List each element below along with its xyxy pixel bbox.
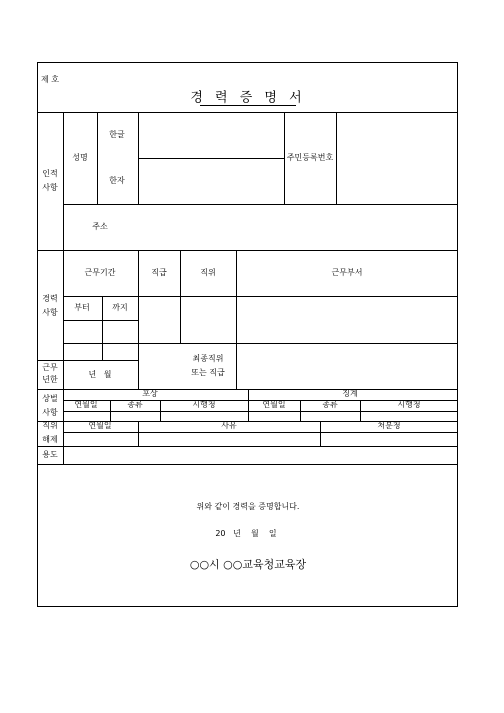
- reward-date-label: 연월일: [74, 400, 98, 409]
- personal-section-label: 인적 사항: [42, 169, 58, 192]
- hanja-name-label: 한자: [109, 176, 125, 185]
- final-position-label: 최종직위 또는 직급: [191, 354, 225, 377]
- purpose-label: 용도: [42, 450, 58, 459]
- resident-number-label: 주민등록번호: [286, 153, 334, 162]
- discipline-date-label: 연월일: [262, 400, 286, 409]
- to-label: 까지: [112, 303, 128, 312]
- reward-label: 포상: [142, 389, 158, 398]
- dismissal-section-label: 직위 해제: [42, 421, 58, 444]
- name-label: 성명: [72, 153, 88, 162]
- korean-name-label: 한글: [109, 130, 125, 139]
- department-label: 근무부서: [331, 268, 363, 277]
- form-border: [37, 62, 458, 607]
- position-label: 직위: [200, 268, 216, 277]
- discipline-type-label: 종류: [322, 400, 338, 409]
- years-months-unit: 년 월: [88, 370, 112, 379]
- reward-type-label: 종류: [127, 400, 143, 409]
- issue-date-line: 20 년 월 일: [215, 529, 277, 538]
- reward-agency-label: 시행청: [192, 400, 216, 409]
- rank-label: 직급: [151, 268, 167, 277]
- work-period-label: 근무기간: [84, 268, 116, 277]
- dismissal-date-label: 연월일: [88, 421, 112, 430]
- discipline-label: 징계: [342, 389, 358, 398]
- address-label: 주소: [92, 222, 108, 231]
- dismissal-office-label: 처분청: [377, 421, 401, 430]
- doc-number-label: 제 호: [41, 75, 59, 84]
- dismissal-reason-label: 사유: [221, 421, 237, 430]
- discipline-agency-label: 시행청: [397, 400, 421, 409]
- title-underline: [200, 105, 296, 106]
- career-section-label: 경력 사항: [42, 294, 58, 317]
- awards-section-label: 상벌 사항: [42, 394, 58, 417]
- from-label: 부터: [74, 303, 90, 312]
- certification-statement: 위와 같이 경력을 증명합니다.: [196, 502, 300, 511]
- service-years-label: 근무 년한: [42, 363, 58, 384]
- document-title: 경 력 증 명 서: [190, 90, 306, 106]
- issuer-name: ○○시 ○○교육청교육장: [189, 558, 307, 571]
